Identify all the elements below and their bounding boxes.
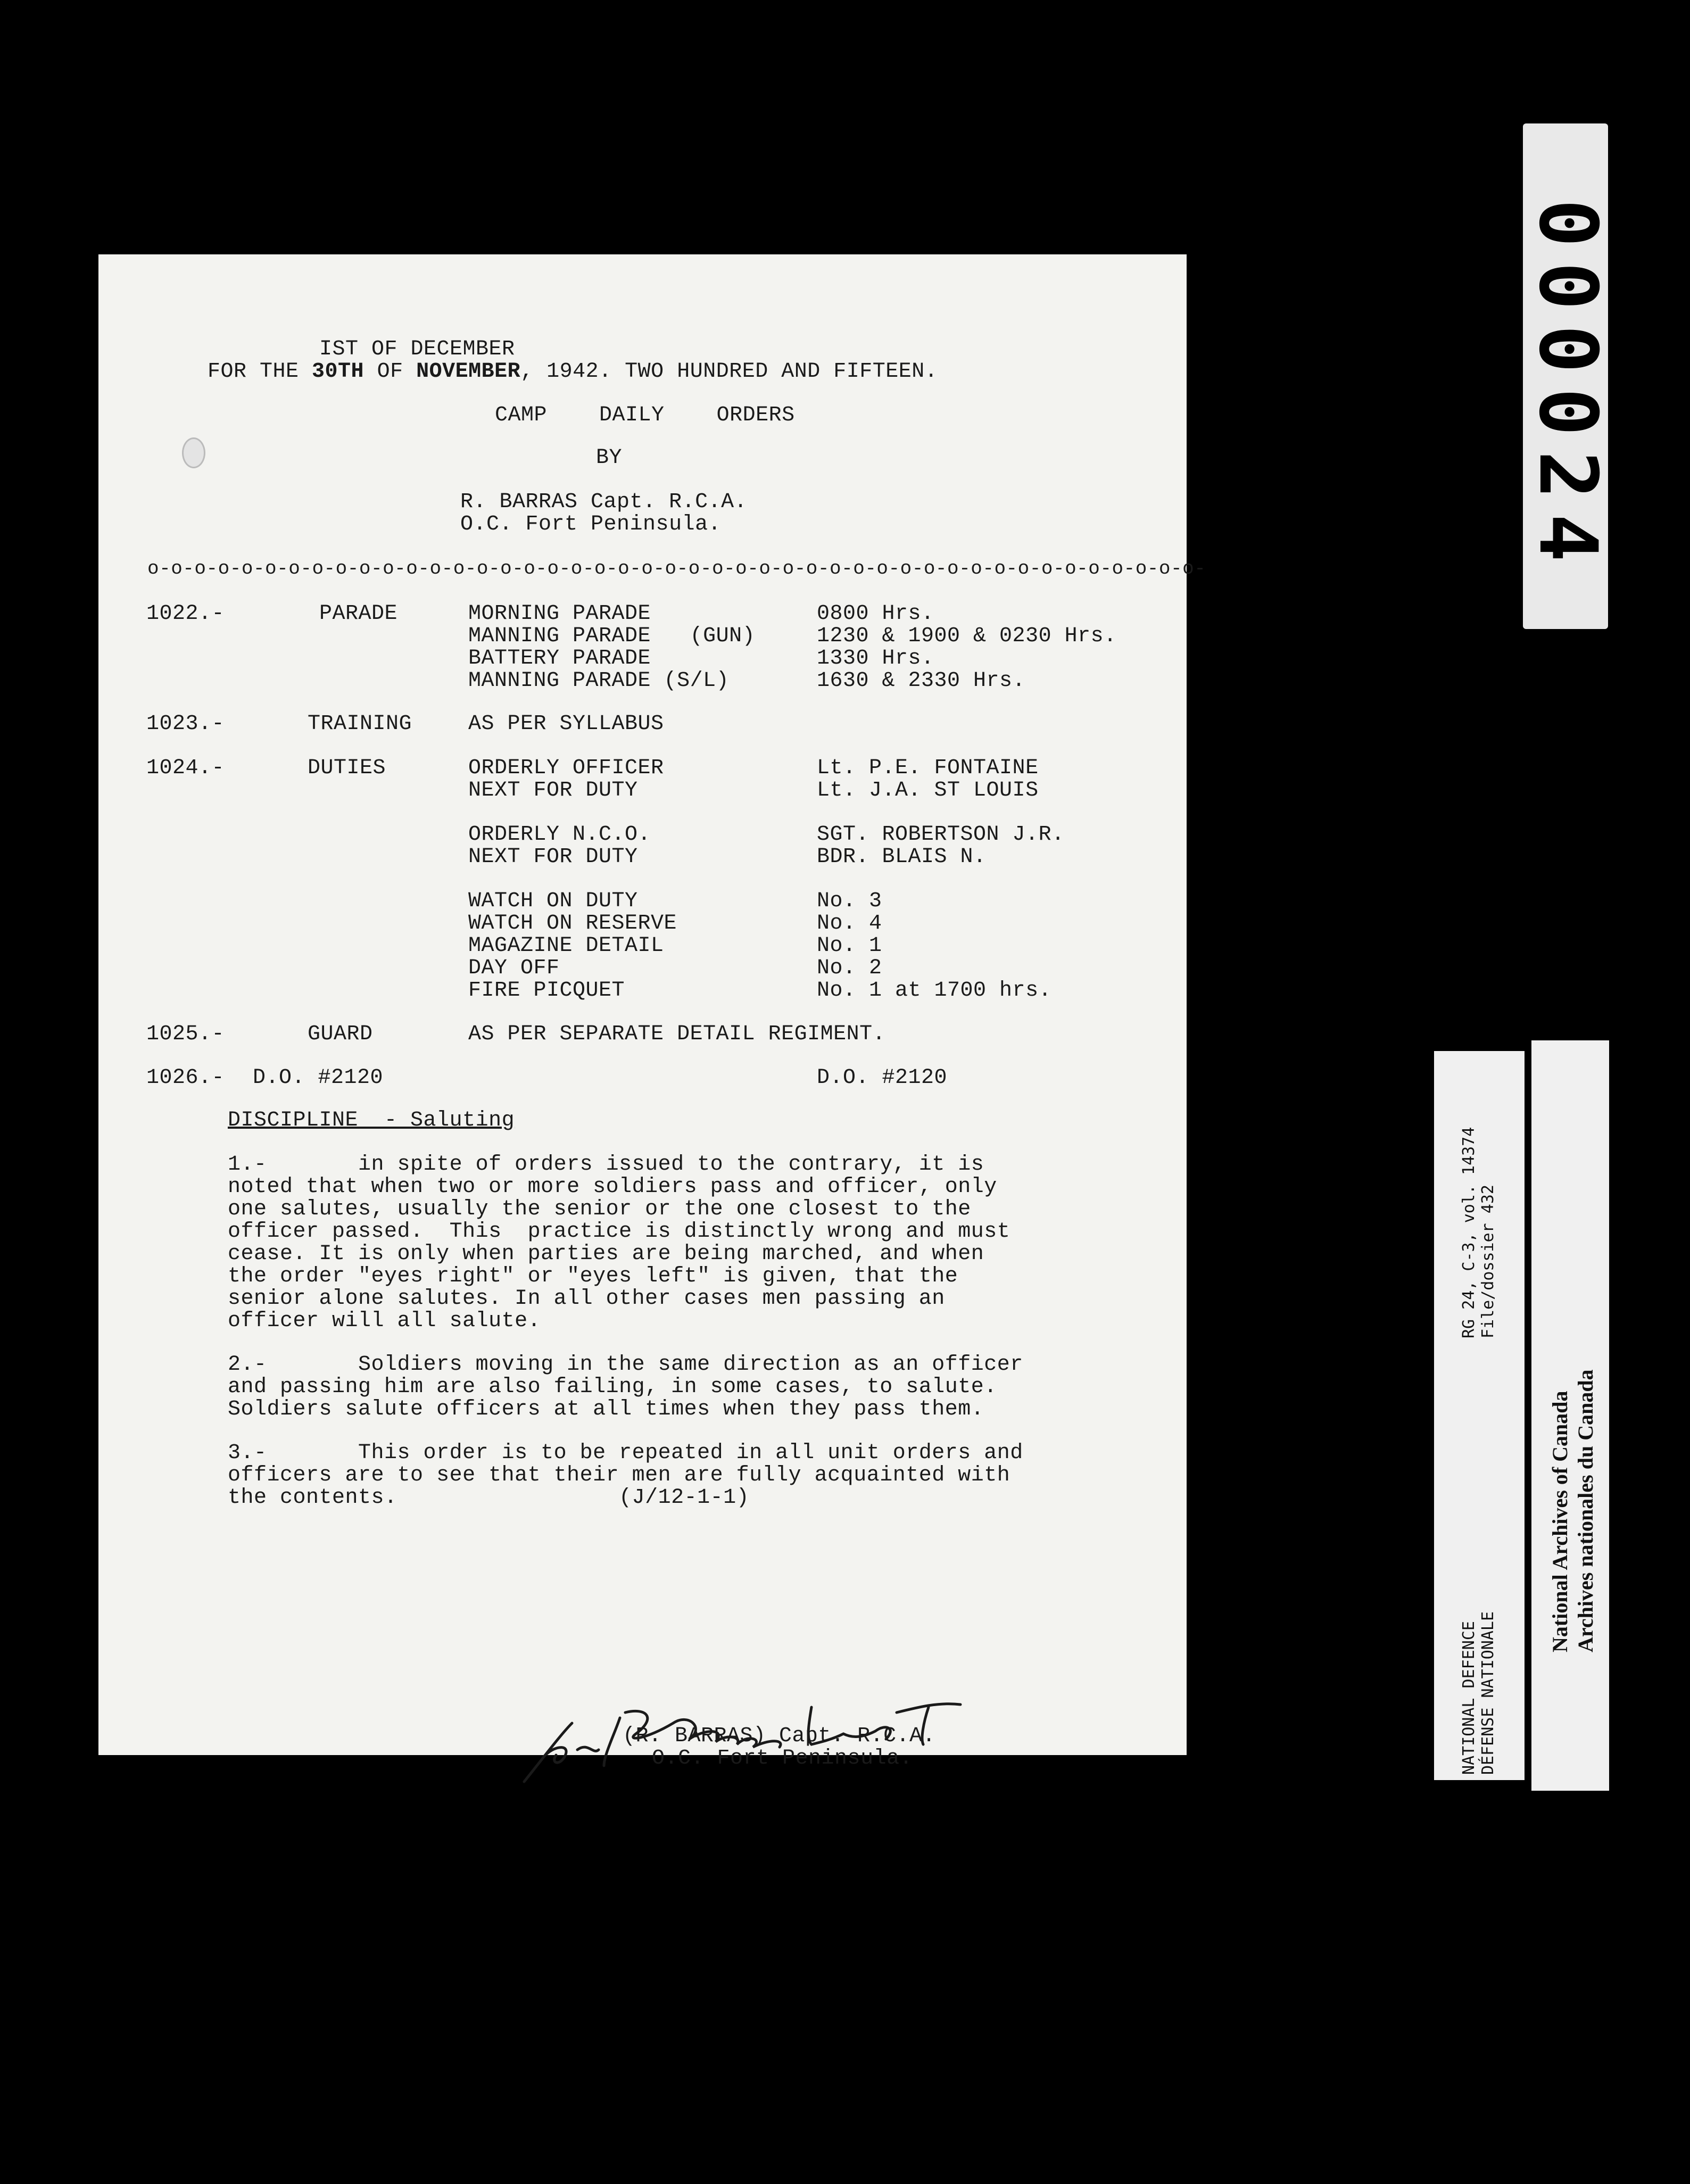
order-heading: GUARD <box>308 1022 373 1046</box>
order-item: FIRE PICQUET <box>468 979 625 1003</box>
order-number: 1023.- <box>146 712 225 736</box>
paragraph-line: cease. It is only when parties are being marched, and when <box>228 1242 984 1266</box>
typed-signatory: (R. BARRAS) Capt. R.C.A. <box>623 1724 936 1748</box>
order-value: 1230 & 1900 & 0230 Hrs. <box>817 624 1117 648</box>
order-item: ORDERLY N.C.O. <box>468 823 651 847</box>
order-heading: DUTIES <box>308 756 386 780</box>
paragraph-line: the contents. (J/12-1-1) <box>228 1486 750 1510</box>
paragraph-line: senior alone salutes. In all other cases men passing an <box>228 1287 945 1311</box>
order-text: AS PER SYLLABUS <box>468 712 664 736</box>
order-number: 1025.- <box>146 1022 225 1046</box>
national-archives-label <box>1531 1040 1609 1791</box>
order-item: MAGAZINE DETAIL <box>468 934 664 958</box>
struck-month: NOVEMBER <box>416 360 521 384</box>
separator-line: o-o-o-o-o-o-o-o-o-o-o-o-o-o-o-o-o-o-o-o-o-o-o-o-o-o-o-o-o-o-o-o-o-o-o-o-o-o-o-o-o-o-o-o-o- <box>147 558 1206 580</box>
dept-line-1: NATIONAL DEFENCE <box>1460 1621 1478 1775</box>
order-value: No. 3 <box>817 889 882 913</box>
paragraph-line: one salutes, usually the senior or the one closest to the <box>228 1197 971 1221</box>
order-heading: D.O. #2120 <box>253 1066 384 1090</box>
order-value: SGT. ROBERTSON J.R. <box>817 823 1065 847</box>
paragraph-line: 3.- This order is to be repeated in all unit orders and <box>228 1441 1023 1465</box>
paragraph-line: the order "eyes right" or "eyes left" is given, that the <box>228 1264 958 1288</box>
paragraph-line: 1.- in spite of orders issued to the contrary, it is <box>228 1153 984 1177</box>
document-page <box>98 254 1206 1771</box>
order-item: BATTERY PARADE <box>468 647 651 671</box>
date-correction: IST OF DECEMBER <box>319 337 515 361</box>
order-value: Lt. P.E. FONTAINE <box>817 756 1039 780</box>
by-line: BY <box>596 446 623 470</box>
order-item: NEXT FOR DUTY <box>468 779 638 803</box>
paragraph-line: 2.- Soldiers moving in the same direction as an officer <box>228 1353 1023 1377</box>
order-value: Lt. J.A. ST LOUIS <box>817 779 1039 803</box>
order-item: WATCH ON DUTY <box>468 889 638 913</box>
order-item: MORNING PARADE <box>468 602 651 626</box>
order-value: 1330 Hrs. <box>817 647 934 671</box>
header-line: FOR THE 30TH OF NOVEMBER, 1942. TWO HUNDRED AND FIFTEEN. <box>208 360 938 384</box>
paragraph-line: noted that when two or more soldiers pass and officer, only <box>228 1175 997 1199</box>
order-heading: TRAINING <box>308 712 412 736</box>
order-heading: PARADE <box>319 602 398 626</box>
order-value: No. 1 at 1700 hrs. <box>817 979 1052 1003</box>
ref-line-1: RG 24, C-3, vol. 14374 <box>1460 1127 1478 1338</box>
order-item: DAY OFF <box>468 956 560 980</box>
order-value: No. 4 <box>817 912 882 936</box>
order-item: MANNING PARADE (S/L) <box>468 669 730 693</box>
order-number: 1026.- <box>146 1066 225 1090</box>
archive-reference-label <box>1434 1051 1525 1780</box>
order-value: BDR. BLAIS N. <box>817 845 987 869</box>
order-value: No. 1 <box>817 934 882 958</box>
order-number: 1024.- <box>146 756 225 780</box>
frame-number-strip <box>1521 123 1614 629</box>
paragraph-line: officers are to see that their men are fully acquainted with <box>228 1463 1010 1487</box>
order-value: 1630 & 2330 Hrs. <box>817 669 1026 693</box>
archive-name-fr: Archives nationales du Canada <box>1573 1369 1597 1652</box>
page-title: CAMP DAILY ORDERS <box>495 403 795 427</box>
dept-line-2: DÉFENSE NATIONALE <box>1479 1611 1497 1775</box>
struck-day: 30TH <box>312 360 364 384</box>
order-item: MANNING PARADE (GUN) <box>468 624 756 648</box>
order-value: No. 2 <box>817 956 882 980</box>
paragraph-line: officer passed. This practice is distinctly wrong and must <box>228 1220 1010 1244</box>
punch-hole <box>182 437 205 468</box>
paragraph-line: Soldiers salute officers at all times when they pass them. <box>228 1397 984 1421</box>
unit-name: O.C. Fort Peninsula. <box>460 512 722 536</box>
paragraph-line: officer will all salute. <box>228 1309 541 1333</box>
section-heading: DISCIPLINE - Saluting <box>228 1108 515 1132</box>
order-item: WATCH ON RESERVE <box>468 912 677 936</box>
archive-name-en: National Archives of Canada <box>1548 1391 1572 1652</box>
order-value: 0800 Hrs. <box>817 602 934 626</box>
commanding-officer: R. BARRAS Capt. R.C.A. <box>460 490 748 514</box>
order-number: 1022.- <box>146 602 225 626</box>
frame-number: 000024 <box>1521 199 1614 577</box>
order-item: ORDERLY OFFICER <box>468 756 664 780</box>
ref-line-2: File/dossier 432 <box>1479 1185 1497 1338</box>
typed-unit: O.C. Fort Peninsula. <box>652 1747 913 1771</box>
order-text: AS PER SEPARATE DETAIL REGIMENT. <box>468 1022 886 1046</box>
order-reference: D.O. #2120 <box>817 1066 948 1090</box>
paragraph-line: and passing him are also failing, in some cases, to salute. <box>228 1375 997 1399</box>
order-item: NEXT FOR DUTY <box>468 845 638 869</box>
